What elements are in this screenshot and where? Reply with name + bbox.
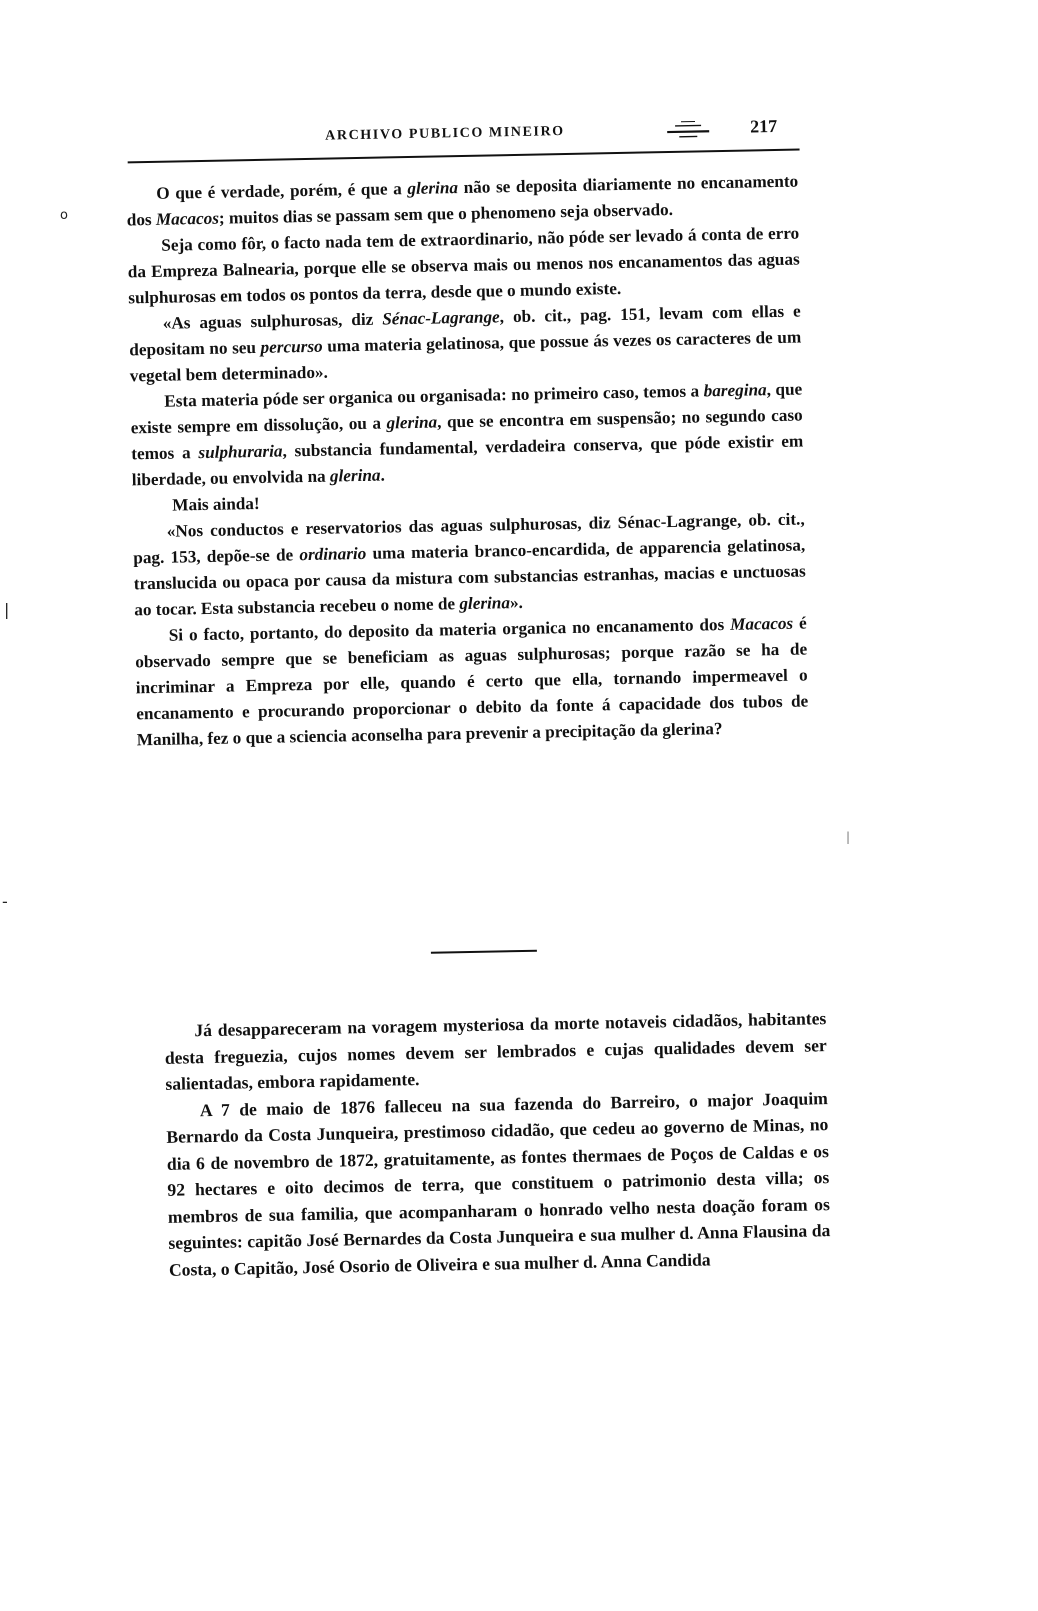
header-rule: [128, 149, 800, 164]
italic-term: glerina: [329, 465, 381, 486]
italic-term: percurso: [260, 336, 323, 357]
printer-ornament-icon: [665, 119, 711, 140]
paragraph: Seja como fôr, o facto nada tem de extraordinario, não póde ser levado á conta de erro da Empreza Balnearia, porque elle se observa mais ou menos nos encanamentos das aguas sulphurosas em todos os pontos da terra, desde que o mundo existe.: [127, 223, 800, 308]
upper-section: [126, 169, 809, 754]
italic-term: Macacos: [155, 208, 220, 229]
lower-section: [164, 1005, 831, 1283]
paragraph: «As aguas sulphurosas, diz Sénac-Lagrange, ob. cit., pag. 151, levam com ellas e depositam no seu percurso uma materia gelatinosa, que possue ás vezes os caracteres de um vegetal bem determinado».: [129, 301, 802, 386]
paragraph: Mais ainda!: [172, 493, 260, 515]
running-head: ARCHIVO PUBLICO MINEIRO: [325, 124, 565, 144]
paragraph: Si o facto, portanto, do deposito da materia organica no encanamento dos Macacos é observado sempre que se beneficiam as aguas sulphurosas; porque razão se ha de incriminar a Empreza por elle, quando é certo que ella, tornando impermeavel o encanamento e procurando proporcionar o debito da fonte á capacidade dos tubos de Manilha, fez o que a sciencia aconselha para prevenir a precipitação da glerina?: [135, 613, 809, 750]
italic-term: ordinario: [299, 543, 367, 565]
italic-term: baregina: [703, 380, 767, 401]
margin-mark: |: [4, 600, 10, 619]
italic-term: sulphuraria: [198, 441, 283, 463]
margin-mark: -: [2, 892, 8, 911]
paragraph: A 7 de maio de 1876 falleceu na sua fazenda do Barreiro, o major Joaquim Bernardo da Costa Junqueira, prestimoso cidadão, que cedeu ao governo de Minas, no dia 6 de novembro de 1872, gratuitamente, as fontes thermaes de Poços de Caldas e os 92 hectares e oito decimos de terra, que constituem o patrimonio desta villa; os membros de sua familia, que acompanharam o honrado velho nesta doação foram os seguintes: capitão José Bernardes da Costa Junqueira e sua mulher d. Anna Flausina da Costa, o Capitão, José Osorio de Oliveira e sua mulher d. Anna Candida: [166, 1087, 831, 1280]
italic-term: glerina: [386, 412, 438, 433]
italic-term: glerina: [459, 593, 511, 614]
paragraph: Já desappareceram na voragem mysteriosa da morte notaveis cidadãos, habitantes desta freguezia, cujos nomes devem ser lembrados e cujas qualidades devem ser salientadas, embora rapidamente.: [164, 1008, 827, 1094]
italic-term: glerina: [407, 178, 459, 199]
page-header: [325, 116, 777, 149]
italic-term: Sénac-Lagrange: [382, 307, 500, 329]
margin-mark: o: [60, 208, 68, 223]
page-number: 217: [749, 115, 778, 137]
paragraph: O que é verdade, porém, é que a glerina não se deposita diariamente no encanamento dos Macacos; muitos dias se passam sem que o phenomeno seja observado.: [126, 171, 799, 230]
section-divider: [431, 950, 537, 954]
paragraph: Esta materia póde ser organica ou organisada: no primeiro caso, temos a baregina, que existe sempre em dissolução, ou a glerina, que se encontra em suspensão; no segundo caso temos a sulphuraria, substancia fundamental, verdadeira conserva, que póde existir em liberdade, ou envolvida na glerina.: [130, 379, 804, 490]
margin-mark: |: [846, 830, 851, 844]
italic-term: Macacos: [729, 613, 794, 634]
paragraph: «Nos conductos e reservatorios das aguas sulphurosas, diz Sénac-Lagrange, ob. cit., pag. 153, depõe-se de ordinario uma materia branco-encardida, de apparencia gelatinosa, translucida ou opaca por causa da mistura com substancias estranhas, macias e unctuosas ao tocar. Esta substancia recebeu o nome de glerina».: [133, 509, 806, 620]
